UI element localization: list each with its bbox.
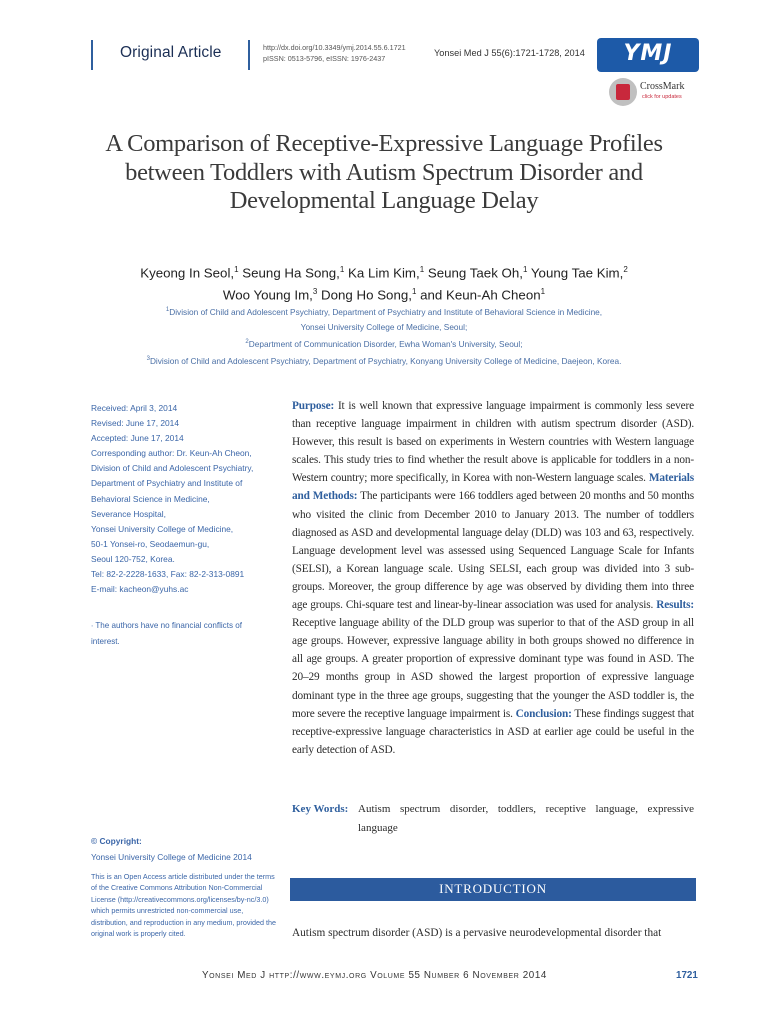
author-affiliation-mark: 1 — [419, 265, 425, 274]
affiliation-number: 1 — [165, 307, 170, 313]
corresponding-address-line: Yonsei University College of Medicine, — [91, 523, 234, 534]
author-affiliation-mark: 1 — [339, 265, 345, 274]
crossmark-subtext: click for updates — [642, 94, 682, 100]
received-date: Received: April 3, 2014 — [91, 403, 178, 413]
article-meta — [91, 401, 281, 597]
title-line: Developmental Language Delay — [229, 187, 539, 214]
title-line: A Comparison of Receptive-Expressive Language Profiles — [105, 130, 663, 157]
corresponding-author: Corresponding author: Dr. Keun-Ah Cheon, — [91, 448, 252, 459]
affiliations — [80, 303, 688, 369]
article-type-label: Original Article — [120, 44, 222, 61]
author-line — [110, 260, 658, 282]
affiliation-text: Department of Communication Disorder, Ewha Woman's University, Seoul; — [248, 339, 523, 350]
author-name: Ka Lim Kim, — [348, 265, 420, 281]
purpose-label: Purpose: — [292, 400, 335, 412]
ymj-logo-text: YMJ — [623, 41, 673, 66]
crossmark-badge[interactable] — [609, 78, 704, 106]
copyright-owner: Yonsei University College of Medicine 2014 — [91, 852, 252, 862]
corresponding-address-line: Division of Child and Adolescent Psychiatry, — [91, 463, 254, 474]
introduction-heading: INTRODUCTION — [439, 881, 547, 896]
affiliation-2 — [80, 335, 688, 352]
author-affiliation-mark: 1 — [540, 287, 546, 297]
corresponding-address-line: Severance Hospital, — [91, 508, 166, 519]
corresponding-address-line: 50-1 Yonsei-ro, Seodaemun-gu, — [91, 538, 210, 549]
author-list — [110, 260, 658, 305]
affiliation-number: 2 — [245, 339, 249, 346]
abstract — [292, 397, 694, 759]
author-name: Young Tae Kim, — [530, 265, 624, 281]
author-name: Woo Young Im, — [222, 287, 313, 303]
journal-reference: Yonsei Med J 55(6):1721-1728, 2014 — [434, 48, 585, 58]
introduction-first-line: Autism spectrum disorder (ASD) is a pervasive neurodevelopmental disorder that — [292, 927, 662, 939]
article-identifiers — [263, 42, 406, 64]
header-left-rule — [91, 40, 93, 70]
affiliation-3 — [80, 352, 688, 369]
ymj-logo — [597, 38, 699, 72]
affiliation-text: Division of Child and Adolescent Psychiatry, Department of Psychiatry and Institute of Behavioral Science in Medicine, — [169, 306, 603, 317]
page-number: 1721 — [676, 970, 698, 981]
methods-text: The participants were 166 toddlers aged between 20 months and 50 months who visited the clinic from December 2010 to January 2013. The number of toddlers diagnosed as ASD and developmental language delay (DLD) was 103 and 63, respectively. Language development level was assessed using Sequenced Language Scale for Infants (SELSI), a Korean language scale. Using SELSI, each group was divided into 3 sub-groups. Moreover, the group difference by age was observed by dividing them into three age groups. Chi-square test and linear-by-linear association was used for analysis. — [292, 490, 694, 612]
issn-text: pISSN: 0513-5796, eISSN: 1976-2437 — [263, 54, 386, 63]
methods-label: Materials and Methods: — [292, 472, 694, 503]
author-affiliation-mark: 3 — [312, 287, 318, 297]
accepted-date: Accepted: June 17, 2014 — [91, 433, 184, 444]
affiliation-1 — [80, 303, 688, 320]
conclusion-label: Conclusion: — [515, 707, 572, 720]
title-line: between Toddlers with Autism Spectrum Disorder and — [125, 158, 643, 186]
conclusion-text: These findings suggest that receptive-expressive language characteristics in ASD at earlier age could be useful in the early detection of ASD. — [292, 707, 694, 756]
keywords-label: Key Words: — [292, 803, 349, 815]
corresponding-address-line: Behavioral Science in Medicine, — [91, 493, 210, 504]
article-title — [90, 130, 678, 216]
copyright-heading: © Copyright: — [91, 836, 142, 846]
author-name: Dong Ho Song, — [321, 287, 412, 303]
corresponding-address-line: Department of Psychiatry and Institute of — [91, 478, 243, 489]
author-name: and Keun-Ah Cheon — [420, 287, 541, 303]
author-name: Seung Ha Song, — [242, 265, 340, 281]
contact-phone-fax: Tel: 82-2-2228-1633, Fax: 82-2-313-0891 — [91, 569, 245, 580]
license-text: This is an Open Access article distributed under the terms of the Creative Commons Attribution Non-Commercial License (http://creativecommons.org/licenses/by-nc/3.0) which permits unrestricted non-commercial use, distribution, and reproduction in any medium, provided the original work is properly cited. — [91, 872, 276, 939]
author-name: Kyeong In Seol, — [140, 265, 235, 281]
author-affiliation-mark: 2 — [623, 265, 628, 274]
author-line — [110, 282, 658, 304]
header-divider — [248, 40, 250, 70]
affiliation-number: 3 — [146, 356, 150, 363]
conflict-of-interest: ∙ The authors have no financial conflicts of interest. — [91, 621, 243, 646]
keywords-text: Autism spectrum disorder, toddlers, receptive language, expressive language — [358, 803, 694, 834]
affiliation-1-cont: Yonsei University College of Medicine, Seoul; — [300, 322, 468, 333]
purpose-text: It is well known that expressive language impairment is commonly less severe than receptive language impairment in children with autism spectrum disorder (ASD). However, this result is based on experiments in Western countries with Western language scales. This study tries to find whether the result above is applicable for toddlers in a non-Western country; more specifically, in Korea with non-Western language scales. — [292, 400, 694, 485]
author-affiliation-mark: 1 — [522, 265, 528, 274]
doi-link[interactable]: http://dx.doi.org/10.3349/ymj.2014.55.6.1721 — [263, 43, 406, 52]
corresponding-address-line: Seoul 120-752, Korea. — [91, 553, 175, 564]
results-text: Receptive language ability of the DLD group was superior to that of the ASD group in all age groups. However, expressive language ability in both groups showed no difference in all age groups. A greater proportion of expressive dominant type was found in ASD. The 20–29 months group in ASD showed the largest proportion of expressive language dominant type in the three age groups, suggesting that the younger the ASD toddler is, the more severe the receptive language impairment is. — [292, 617, 694, 720]
contact-email[interactable]: E-mail: kacheon@yuhs.ac — [91, 584, 189, 595]
running-footer: Yonsei Med J http://www.eymj.org Volume 55 Number 6 November 2014 — [202, 970, 547, 981]
revised-date: Revised: June 17, 2014 — [91, 418, 179, 429]
crossmark-icon — [609, 78, 637, 106]
results-label: Results: — [656, 599, 694, 612]
affiliation-text: Division of Child and Adolescent Psychiatry, Department of Psychiatry, Konyang University College of Medicine, Daejeon, Korea. — [149, 356, 622, 367]
author-affiliation-mark: 1 — [411, 287, 417, 297]
author-name: Seung Taek Oh, — [427, 265, 523, 281]
crossmark-label: CrossMark — [640, 81, 685, 92]
introduction-heading-bar — [290, 878, 696, 901]
author-affiliation-mark: 1 — [234, 265, 239, 274]
